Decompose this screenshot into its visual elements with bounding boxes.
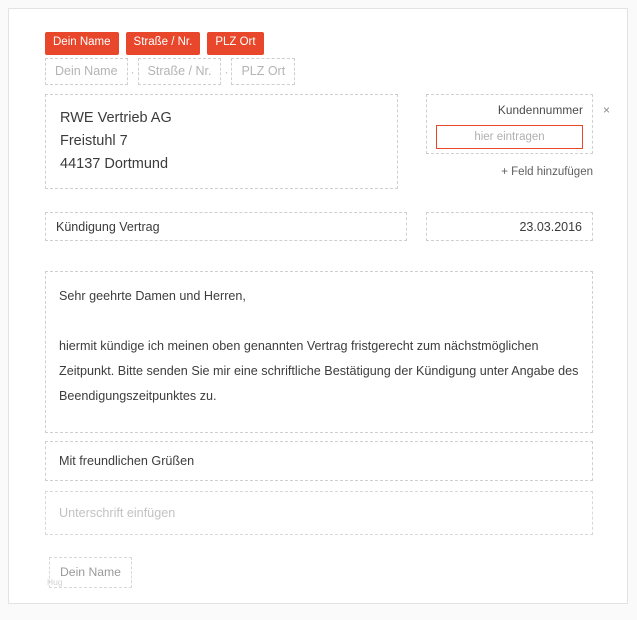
date-text: 23.03.2016 — [519, 219, 582, 234]
sender-name-input[interactable]: Dein Name — [45, 58, 128, 85]
date-input[interactable] — [426, 212, 593, 241]
sender-tag-group — [45, 32, 264, 55]
recipient-line-2: Freistuhl 7 — [60, 133, 128, 149]
subject-input[interactable] — [45, 212, 407, 241]
sender-field-group — [45, 58, 295, 85]
recipient-line-3: 44137 Dortmund — [60, 156, 169, 172]
signature-upload-area[interactable] — [45, 491, 593, 535]
sender-city-input[interactable]: PLZ Ort — [231, 58, 295, 85]
remove-field-icon[interactable]: × — [603, 103, 611, 117]
customer-number-block — [426, 94, 593, 154]
customer-number-input[interactable] — [436, 125, 583, 149]
sender-street-input[interactable]: Straße / Nr. — [138, 58, 222, 85]
recipient-line-1: RWE Vertrieb AG — [60, 110, 172, 126]
letter-closing: Mit freundlichen Grüßen — [59, 454, 195, 468]
sender-separator-2: · — [224, 64, 229, 79]
signature-placeholder: Unterschrift einfügen — [59, 506, 176, 520]
letter-paragraph: hiermit kündige ich meinen oben genannten Vertrag fristgerecht zum nächstmöglichen Zeitpunkt. Bitte senden Sie mir eine schriftliche Bestätigung der Kündigung unter Angabe des Beendigungszeitpunktes zu. — [59, 339, 579, 403]
letter-body-input[interactable] — [45, 271, 593, 433]
customer-number-label: Kundennummer — [497, 103, 583, 117]
customer-number-placeholder: hier eintragen — [474, 131, 545, 143]
letter-sheet — [8, 8, 628, 604]
recipient-address-block[interactable] — [45, 94, 398, 189]
sender-tag-name[interactable]: Dein Name — [45, 32, 119, 55]
letter-closing-input[interactable] — [45, 441, 593, 481]
sender-separator-1: · — [130, 64, 135, 79]
sender-tag-city[interactable]: PLZ Ort — [207, 32, 263, 55]
add-field-button[interactable]: + Feld hinzufügen — [501, 166, 593, 178]
sender-tag-street[interactable]: Straße / Nr. — [126, 32, 201, 55]
subject-text: Kündigung Vertrag — [56, 219, 160, 234]
footer-watermark: Hug — [47, 577, 63, 587]
letter-salutation: Sehr geehrte Damen und Herren, — [59, 289, 246, 303]
footer-name-text: Dein Name — [60, 565, 121, 579]
